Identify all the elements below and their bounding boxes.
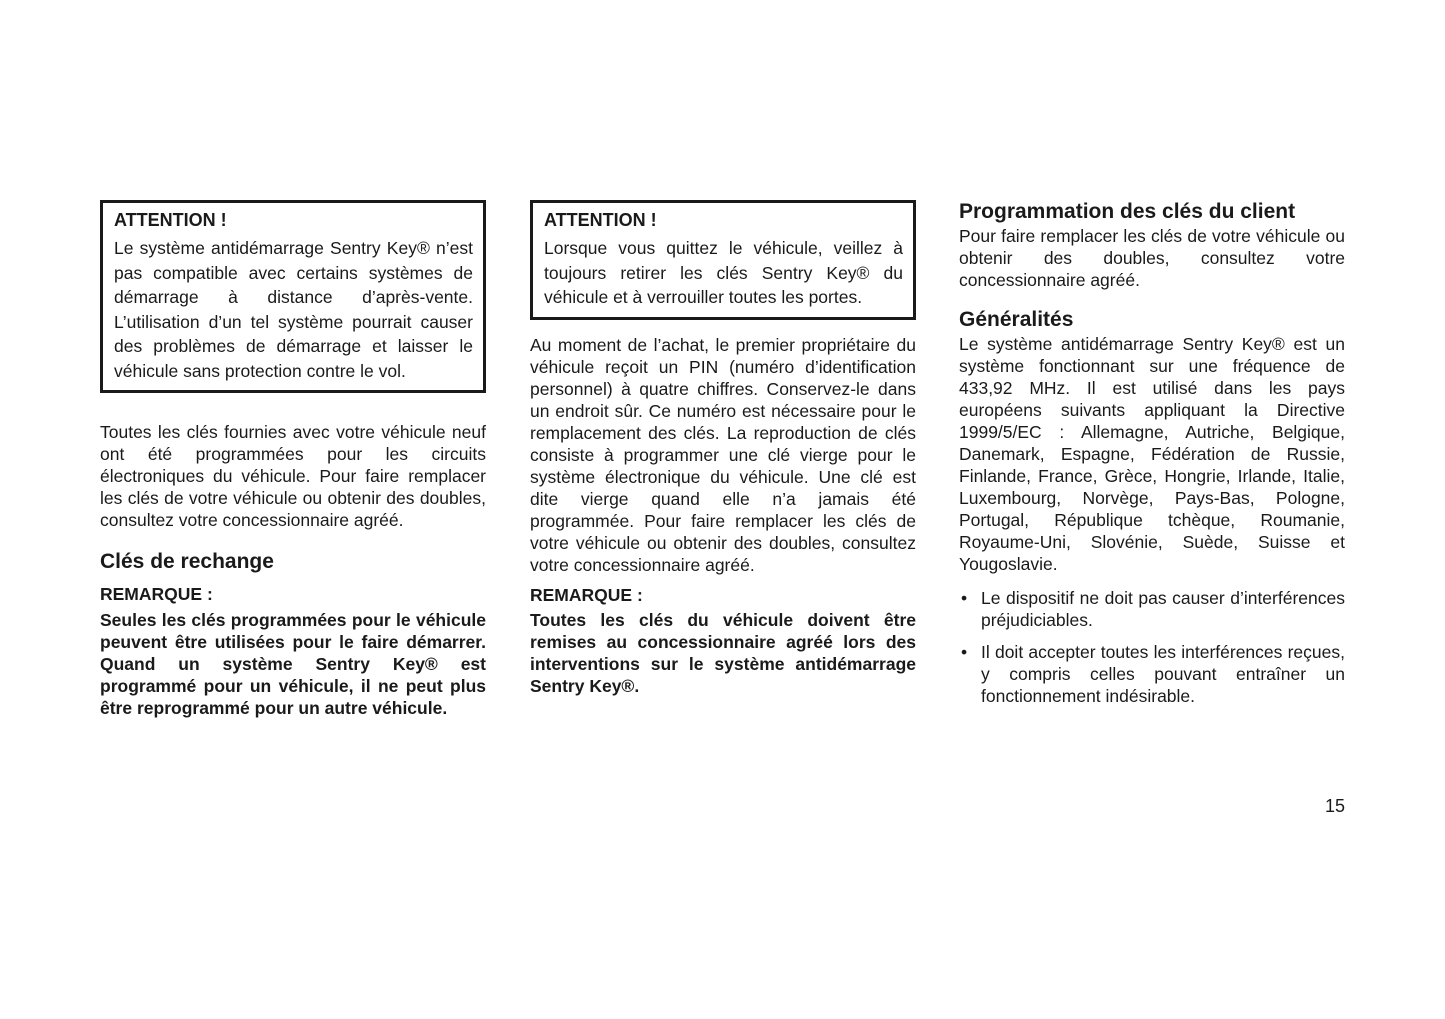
general-text: Le système antidémarrage Sentry Key® est un système fonctionnant sur une fréquence de 433,92 MHz. Il est utilisé dans les pays européens suivants appliquant la Directive 1999/5/EC : Allemagne, Autriche, Belgique, Danemark, Espagne, Fédération de Russie, Finlande, France, Grèce, Hongrie, Irlande, Italie, Luxembourg, Norvège, Pays-Bas, Pologne, Portugal, République tchèque, Roumanie, Royaume-Uni, Slovénie, Suède, Suisse et Yougoslavie. <box>959 334 1345 574</box>
list-item-text: Il doit accepter toutes les interférences reçues, y compris celles pouvant entraîner un fonctionnement indésirable. <box>981 642 1345 706</box>
list-item <box>959 641 1345 707</box>
bullet-icon: • <box>961 642 968 662</box>
attention-text: Le système antidémarrage Sentry Key® n’est pas compatible avec certains systèmes de démarrage à distance d’après-vente. L’utilisation d’un tel système pourrait causer des problèmes de démarrage et laisser le véhicule sans protection contre le vol. <box>114 238 473 381</box>
attention-box-1 <box>100 200 486 393</box>
attention-title: ATTENTION ! <box>114 210 227 230</box>
keys-paragraph: Toutes les clés fournies avec votre véhicule neuf ont été programmées pour les circuits électroniques du véhicule. Pour faire remplacer les clés de votre véhicule ou obtenir des doubles, consultez votre concessionnaire agréé. <box>100 422 486 530</box>
remark-text: Toutes les clés du véhicule doivent être remises au concessionnaire agréé lors des interventions sur le système antidémarrage Sentry Key®. <box>530 609 916 696</box>
bullet-icon: • <box>961 588 968 608</box>
attention-title: ATTENTION ! <box>544 210 657 230</box>
column-left <box>100 200 486 719</box>
section-title-replacement-keys: Clés de rechange <box>100 550 274 573</box>
column-right <box>959 199 1345 707</box>
pin-paragraph: Au moment de l’achat, le premier propriétaire du véhicule reçoit un PIN (numéro d’identification personnel) à quatre chiffres. Conservez-le dans un endroit sûr. Ce numéro est nécessaire pour le remplacement des clés. La reproduction de clés consiste à programmer une clé vierge pour le système électronique du véhicule. Une clé est dite vierge quand elle n’a jamais été programmée. Pour faire remplacer les clés de votre véhicule ou obtenir des doubles, consultez votre concessionnaire agréé. <box>530 334 916 575</box>
section-title-key-programming: Programmation des clés du client <box>959 200 1296 223</box>
remark-title: REMARQUE : <box>100 584 213 604</box>
column-middle <box>530 200 916 697</box>
page-number: 15 <box>1325 796 1346 816</box>
attention-text: Lorsque vous quittez le véhicule, veillez à toujours retirer les clés Sentry Key® du véhicule et à verrouiller toutes les portes. <box>544 238 903 307</box>
attention-box-2 <box>530 200 916 320</box>
list-item <box>959 587 1345 631</box>
section-title-general: Généralités <box>959 308 1074 331</box>
bullet-list <box>959 587 1345 707</box>
list-item-text: Le dispositif ne doit pas causer d’interférences préjudiciables. <box>981 588 1345 630</box>
key-programming-text: Pour faire remplacer les clés de votre véhicule ou obtenir des doubles, consultez votre concessionnaire agréé. <box>959 226 1345 290</box>
remark-text: Seules les clés programmées pour le véhicule peuvent être utilisées pour le faire démarrer. Quand un système Sentry Key® est programmé pour un véhicule, il ne peut plus être reprogrammé pour un autre véhicule. <box>100 610 486 718</box>
remark-title: REMARQUE : <box>530 584 643 605</box>
